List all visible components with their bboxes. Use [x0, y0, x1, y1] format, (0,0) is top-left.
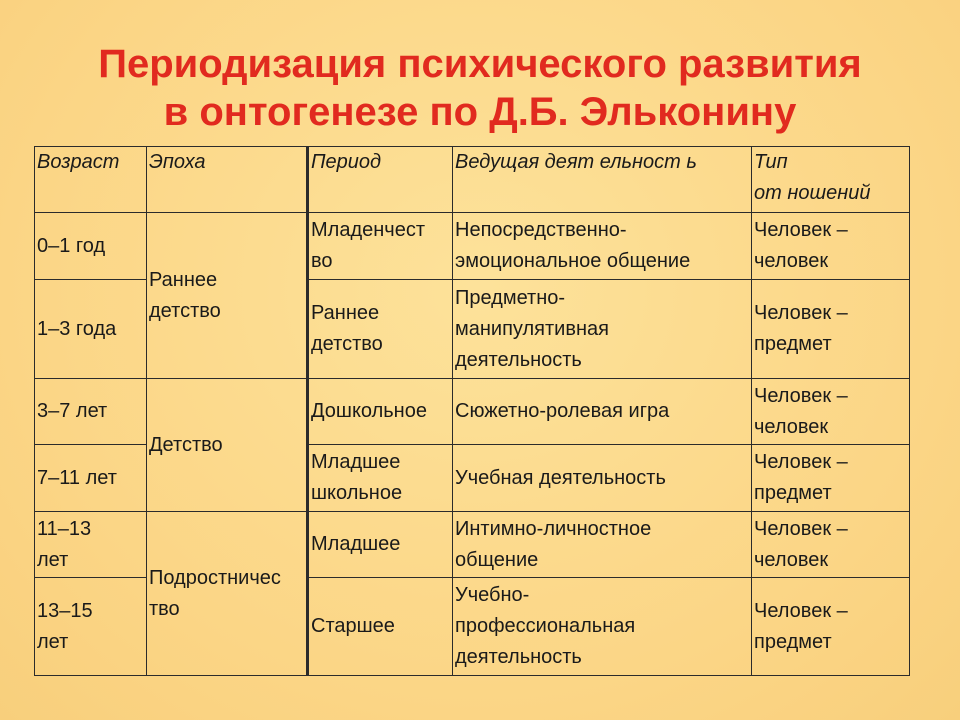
- age-cell: 3–7 лет: [35, 379, 147, 445]
- period-cell: Дошкольное: [308, 379, 453, 445]
- table-row: [35, 213, 910, 280]
- activity-cell: Сюжетно-ролевая игра: [453, 379, 752, 445]
- relations-cell: Человек – человек: [752, 379, 910, 445]
- period-cell: Младшее: [308, 512, 453, 578]
- activity-cell: Интимно-личностное общение: [453, 512, 752, 578]
- relations-cell: Человек – человек: [752, 512, 910, 578]
- era-cell: Подростничес тво: [147, 512, 308, 676]
- relations-cell: Человек – предмет: [752, 445, 910, 512]
- header-age: Возраст: [35, 147, 147, 213]
- table-row: [35, 379, 910, 445]
- age-cell: 13–15 лет: [35, 578, 147, 676]
- age-cell: 7–11 лет: [35, 445, 147, 512]
- header-activity: Ведущая деят ельност ь: [453, 147, 752, 213]
- title-line-1: Периодизация психического развития: [98, 42, 862, 86]
- activity-cell: Учебная деятельность: [453, 445, 752, 512]
- relations-cell: Человек – предмет: [752, 280, 910, 379]
- period-cell: Младшее школьное: [308, 445, 453, 512]
- age-cell: 11–13 лет: [35, 512, 147, 578]
- periodization-table: [34, 146, 910, 676]
- period-cell: Младенчест во: [308, 213, 453, 280]
- header-relations: Тип от ношений: [752, 147, 910, 213]
- header-period: Период: [308, 147, 453, 213]
- title-line-2: в онтогенезе по Д.Б. Эльконину: [163, 90, 797, 134]
- activity-cell: Учебно- профессиональная деятельность: [453, 578, 752, 676]
- table-row: [35, 512, 910, 578]
- activity-cell: Предметно- манипулятивная деятельность: [453, 280, 752, 379]
- age-cell: 0–1 год: [35, 213, 147, 280]
- age-cell: 1–3 года: [35, 280, 147, 379]
- header-era: Эпоха: [147, 147, 308, 213]
- period-cell: Раннее детство: [308, 280, 453, 379]
- era-cell: Детство: [147, 379, 308, 512]
- activity-cell: Непосредственно- эмоциональное общение: [453, 213, 752, 280]
- period-cell: Старшее: [308, 578, 453, 676]
- relations-cell: Человек – предмет: [752, 578, 910, 676]
- page-title: [0, 40, 960, 136]
- era-cell: Раннее детство: [147, 213, 308, 379]
- relations-cell: Человек – человек: [752, 213, 910, 280]
- table-header-row: [35, 147, 910, 213]
